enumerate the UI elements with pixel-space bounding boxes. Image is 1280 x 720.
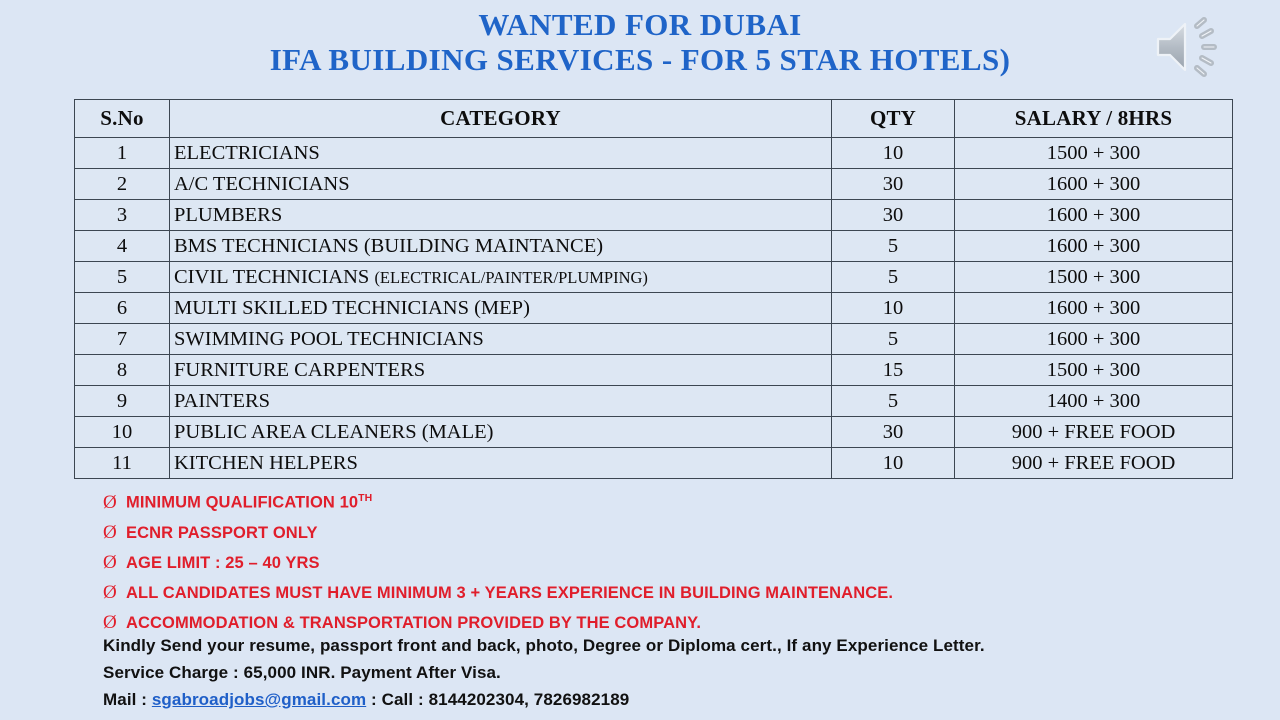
requirements-list [103,484,1203,638]
mail-label: Mail : [103,690,152,709]
cell-category [170,231,832,262]
cell-salary: 1500 + 300 [955,355,1233,386]
table-row [75,293,1233,324]
column-header-sno: S.No [75,100,170,138]
requirement-superscript: TH [358,492,373,504]
requirement-item [103,548,1203,578]
requirement-text: ALL CANDIDATES MUST HAVE MINIMUM 3 + YEARS EXPERIENCE IN BUILDING MAINTENANCE. [126,583,894,602]
footer-line-service-charge: Service Charge : 65,000 INR. Payment After Visa. [103,663,501,682]
cell-salary: 1600 + 300 [955,293,1233,324]
cell-sno: 9 [75,386,170,417]
title-line-1: WANTED FOR DUBAI [478,7,802,42]
bullet-icon: Ø [103,551,117,573]
table-row [75,417,1233,448]
requirement-text: AGE LIMIT : 25 – 40 YRS [126,553,320,572]
cell-qty: 5 [832,231,955,262]
requirement-text: ACCOMMODATION & TRANSPORTATION PROVIDED BY THE COMPANY. [126,613,702,632]
cell-salary: 1600 + 300 [955,169,1233,200]
cell-category [170,386,832,417]
cell-qty: 5 [832,262,955,293]
speaker-audio-icon[interactable] [1152,14,1230,80]
bullet-icon: Ø [103,611,117,633]
cell-sno: 1 [75,138,170,169]
cell-sno: 10 [75,417,170,448]
cell-salary: 1600 + 300 [955,200,1233,231]
category-name: ELECTRICIANS [174,141,320,164]
category-name: PAINTERS [174,389,271,412]
cell-category [170,293,832,324]
table-header-row [75,100,1233,138]
job-vacancy-table [74,99,1233,479]
cell-sno: 8 [75,355,170,386]
cell-salary: 1400 + 300 [955,386,1233,417]
column-header-category: CATEGORY [170,100,832,138]
category-name: A/C TECHNICIANS [174,172,350,195]
cell-sno: 6 [75,293,170,324]
column-header-salary: SALARY / 8HRS [955,100,1233,138]
table-row [75,324,1233,355]
category-name: CIVIL TECHNICIANS [174,265,375,288]
cell-qty: 15 [832,355,955,386]
email-link[interactable]: sgabroadjobs@gmail.com [151,690,367,709]
cell-qty: 5 [832,324,955,355]
cell-salary: 900 + FREE FOOD [955,417,1233,448]
column-header-qty: QTY [832,100,955,138]
bullet-icon: Ø [103,521,117,543]
cell-qty: 10 [832,138,955,169]
cell-category [170,324,832,355]
page-title [0,8,1280,77]
cell-qty: 10 [832,293,955,324]
table-row [75,448,1233,479]
cell-category [170,138,832,169]
cell-sno: 5 [75,262,170,293]
cell-sno: 11 [75,448,170,479]
requirement-item [103,578,1203,608]
category-name: SWIMMING POOL TECHNICIANS [174,327,484,350]
table-row [75,231,1233,262]
requirement-text: ECNR PASSPORT ONLY [126,523,318,542]
cell-category [170,200,832,231]
cell-sno: 4 [75,231,170,262]
cell-category [170,417,832,448]
contact-footer [103,632,1223,713]
footer-line-contact [103,686,1223,713]
cell-category [170,448,832,479]
category-name: FURNITURE CARPENTERS [174,358,426,381]
category-subtext: (ELECTRICAL/PAINTER/PLUMPING) [374,267,648,287]
requirement-item [103,484,1203,518]
bullet-icon: Ø [103,491,117,513]
table-row [75,169,1233,200]
requirement-item [103,518,1203,548]
category-name: PUBLIC AREA CLEANERS (MALE) [174,420,494,443]
table-row [75,138,1233,169]
call-label: : Call : 8144202304, 7826982189 [366,690,630,709]
cell-salary: 900 + FREE FOOD [955,448,1233,479]
cell-salary: 1500 + 300 [955,262,1233,293]
cell-qty: 5 [832,386,955,417]
cell-qty: 30 [832,417,955,448]
cell-category [170,169,832,200]
cell-salary: 1600 + 300 [955,231,1233,262]
category-name: MULTI SKILLED TECHNICIANS (MEP) [174,296,530,319]
cell-sno: 2 [75,169,170,200]
cell-qty: 10 [832,448,955,479]
table-row [75,386,1233,417]
category-name: PLUMBERS [174,203,283,226]
category-name: BMS TECHNICIANS (BUILDING MAINTANCE) [174,234,604,257]
table-row [75,262,1233,293]
cell-sno: 3 [75,200,170,231]
cell-sno: 7 [75,324,170,355]
category-name: KITCHEN HELPERS [174,451,358,474]
table-row [75,355,1233,386]
table-row [75,200,1233,231]
cell-qty: 30 [832,200,955,231]
cell-category [170,262,832,293]
title-line-2: IFA BUILDING SERVICES - FOR 5 STAR HOTELS) [269,41,1011,77]
cell-category [170,355,832,386]
requirement-text: MINIMUM QUALIFICATION 10 [126,493,359,512]
cell-salary: 1600 + 300 [955,324,1233,355]
bullet-icon: Ø [103,581,117,603]
cell-salary: 1500 + 300 [955,138,1233,169]
cell-qty: 30 [832,169,955,200]
footer-line-documents: Kindly Send your resume, passport front and back, photo, Degree or Diploma cert., If any Experience Letter. [103,636,985,655]
